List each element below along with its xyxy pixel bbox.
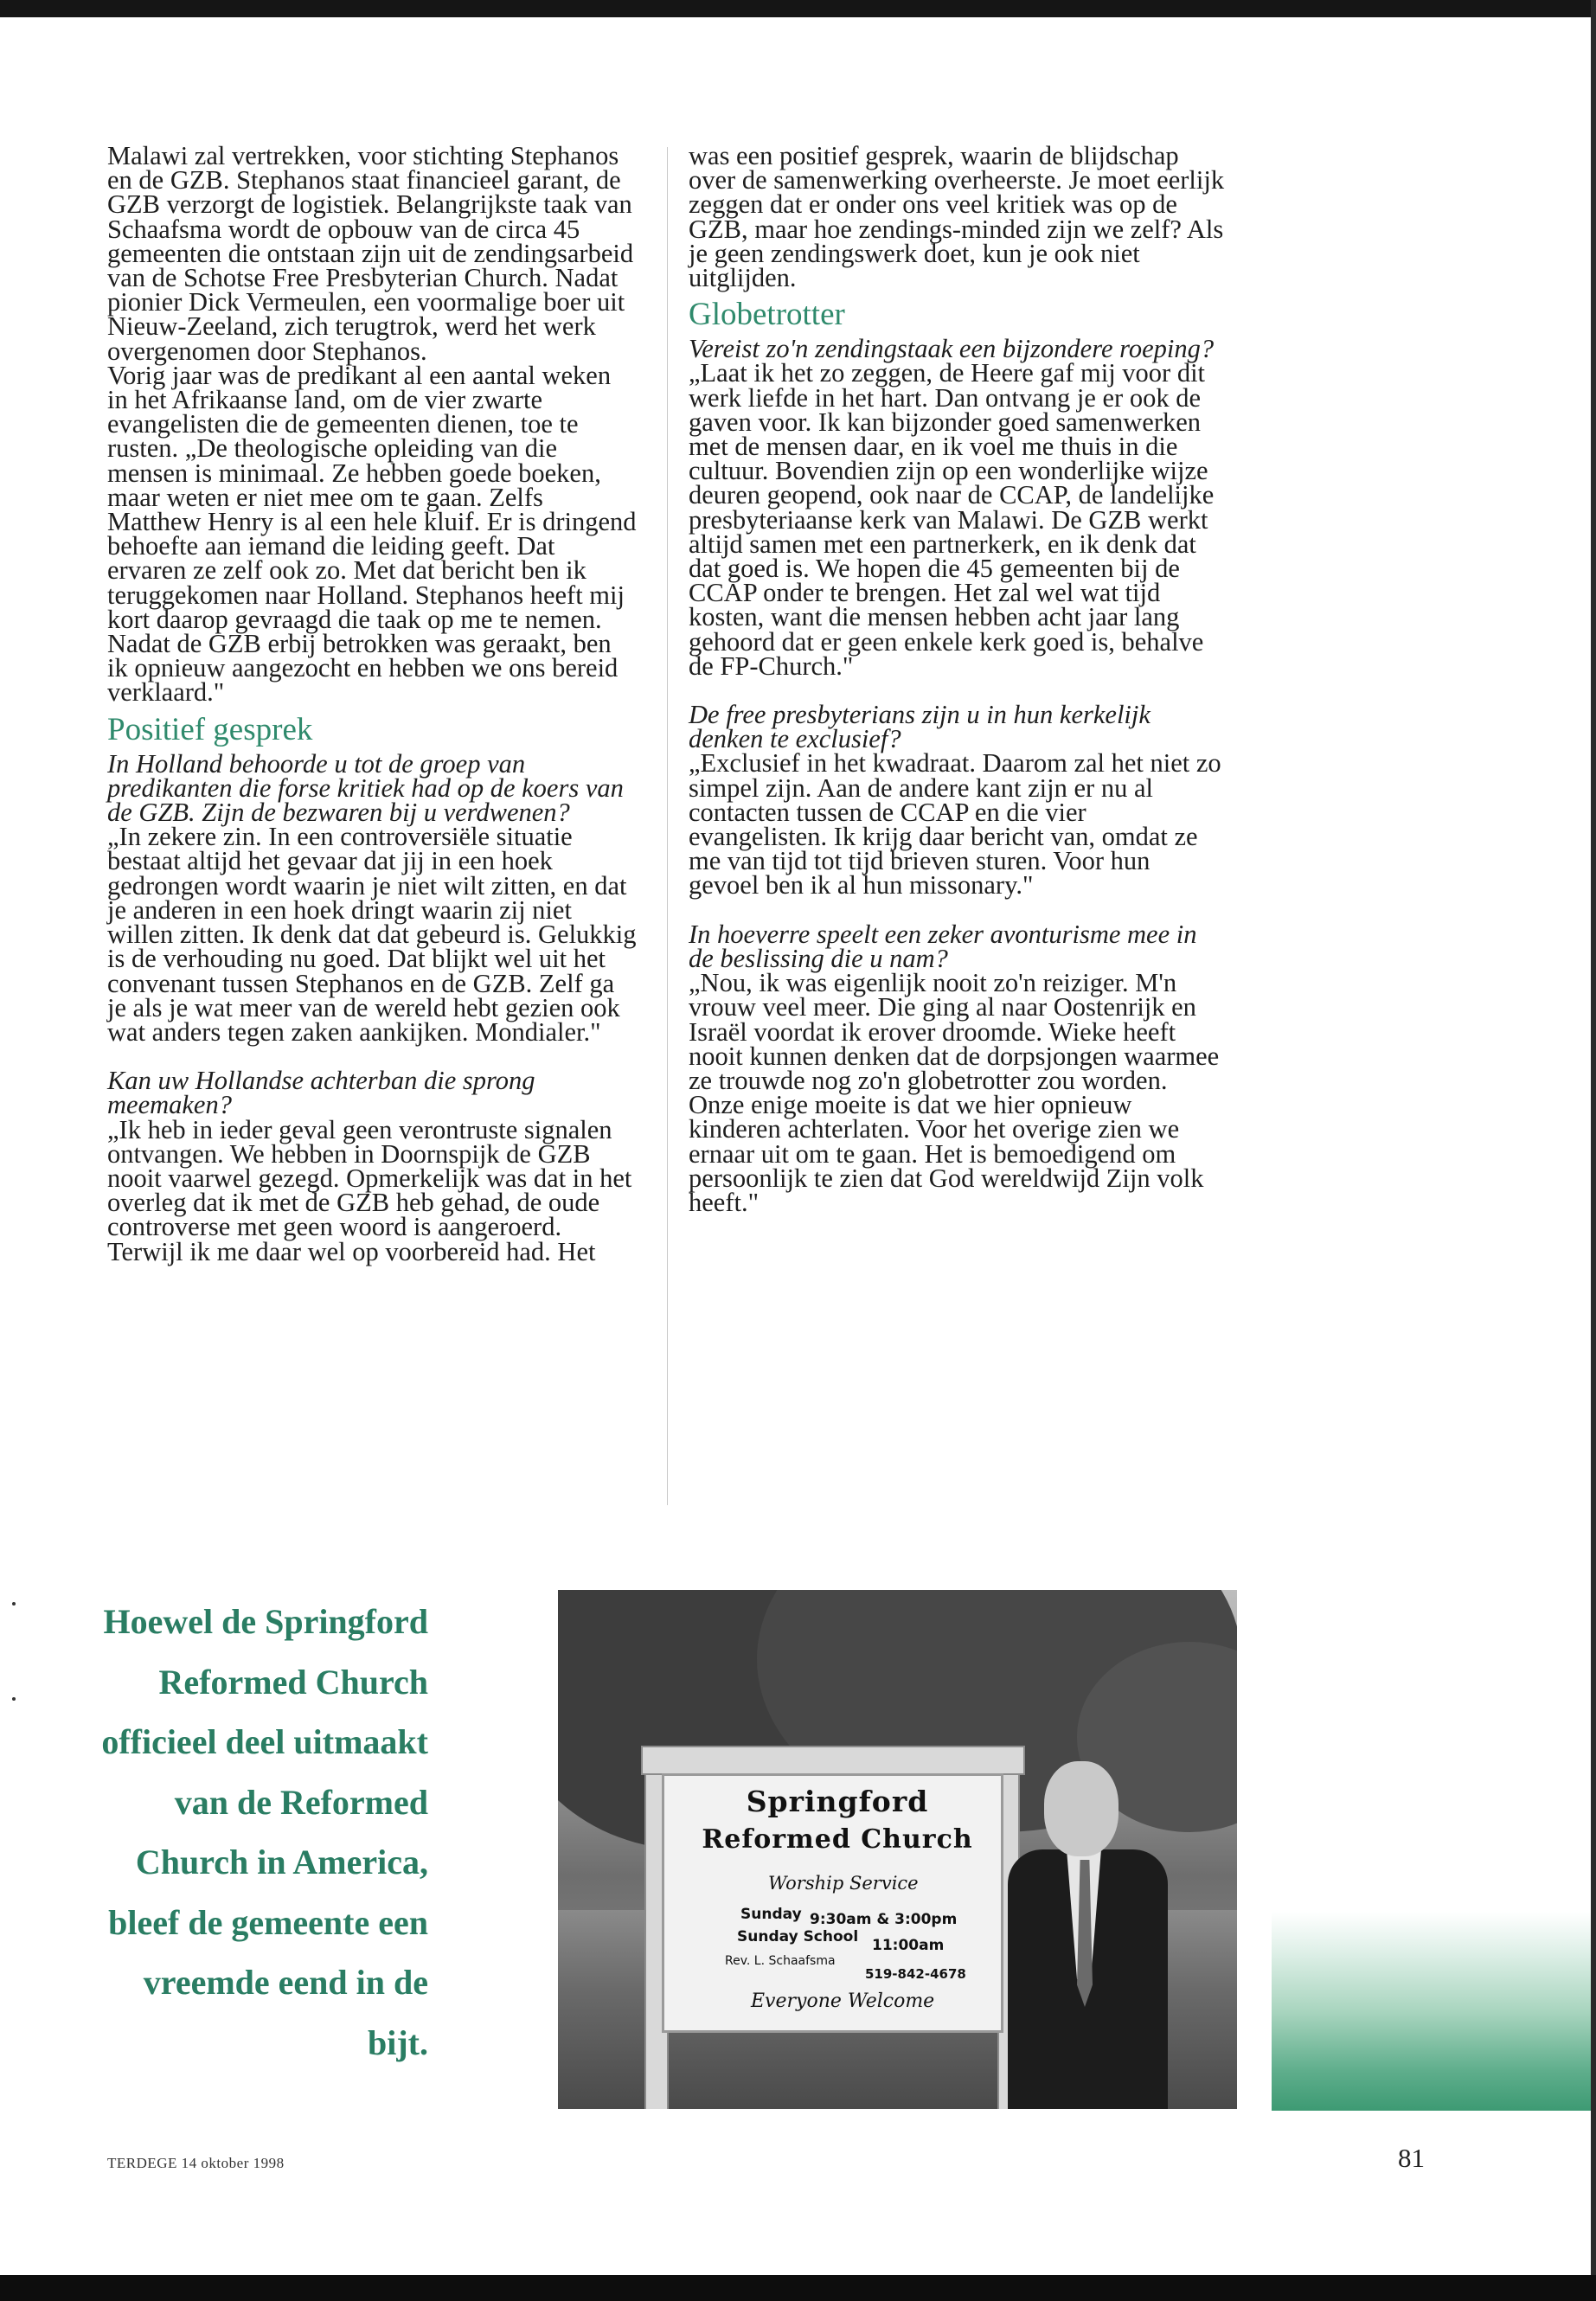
sign-pastor: Rev. L. Schaafsma [725, 1954, 836, 1968]
interview-answer: „Exclusief in het kwadraat. Daarom zal het niet zo simpel zijn. Aan de andere kant zijn er nu al contacten tussen de CCAP en die vier evangelisten. Ik krijg daar bericht van, omdat ze me van tijd tot tijd brieven sturen. Voor hun gevoel ben ik al hun missonary." [689, 748, 1221, 901]
paragraph: was een positief gesprek, waarin de blijdschap over de samenwerking overheerste. Je moet eerlijk zeggen dat er onder ons veel kritiek was op de GZB, maar hoe zendings-minded zijn we zelf? Als je geen zendingswerk doet, kun je ook niet uitglijden. [689, 141, 1225, 293]
page-border-bottom [0, 2275, 1596, 2301]
page-border-top [0, 0, 1596, 21]
margin-mark [12, 1697, 16, 1701]
sign-school-label: Sunday School [737, 1928, 859, 1945]
interview-answer: „Ik heb in ieder geval geen verontruste signalen ontvangen. We hebben in Doornspijk de GZB nooit vaarwel gezegd. Opmerkelijk was dat in het overleg dat ik met de GZB heb gehad, de oude controverse met geen woord is aangeroerd. Terwijl ik me daar wel op voorbereid had. Het [107, 1114, 632, 1266]
sign-crossbar [641, 1746, 1025, 1775]
sign-title-line: Reformed Church [702, 1824, 973, 1855]
sign-sunday-label: Sunday [740, 1906, 802, 1923]
paragraph: Vorig jaar was de predikant al een aantal weken in het Afrikaanse land, om de vier zwarte evangelisten die de gemeenten dienen, toe te rusten. „De theologische opleiding van die mensen is minimaal. Ze hebben goede boeken, maar weten er niet mee om te gaan. Zelfs Matthew Henry is al een hele kluif. Er is dringend behoefte aan iemand die leiding geeft. Dat ervaren ze zelf ook zo. Met dat bericht ben ik teruggekomen naar Holland. Stephanos heeft mij kort daarop gevraagd die taak op me te nemen. Nadat de GZB erbij betrokken was geraakt, ben ik opnieuw aangezocht en hebben we ons bereid verklaard." [107, 360, 637, 708]
right-column [689, 141, 1225, 1217]
pull-quote: Hoewel de Springford Reformed Church officieel deel uitmaakt van de Reformed Church in America, bleef de gemeente een vreemde eend in de bijt. [101, 1602, 428, 2062]
sign-title-line: Springford [746, 1785, 929, 1818]
man-head [1044, 1761, 1118, 1856]
left-column [107, 141, 637, 1266]
church-sign [662, 1773, 1003, 2033]
interview-question: De free presbyterians zijn u in hun kerkelijk denken te exclusief? [689, 700, 1151, 754]
section-heading-globetrotter: Globetrotter [689, 297, 845, 333]
page-number: 81 [1398, 2143, 1425, 2173]
interview-question: In Holland behoorde u tot de groep van predikanten die forse kritiek had op de koers van de GZB. Zijn de bezwaren bij u verdwenen? [107, 748, 624, 828]
page-border-right [1591, 0, 1596, 2301]
interview-question: Kan uw Hollandse achterban die sprong meemaken? [107, 1066, 535, 1120]
interview-answer: „Nou, ik was eigenlijk nooit zo'n reiziger. M'n vrouw veel meer. Die ging al naar Oostenrijk en Israël voordat ik erover droomde. Wieke heeft nooit kunnen denken dat de dorpsjongen waarmee ze trouwde nog zo'n globetrotter zou worden. Onze enige moeite is dat we hier opnieuw kinderen achterlaten. Voor het overige zien we ernaar uit om te gaan. Het is bemoedigend om persoonlijk te zien dat God wereldwijd Zijn volk heeft." [689, 968, 1220, 1217]
column-divider [667, 147, 668, 1505]
margin-mark [12, 1602, 16, 1606]
interview-question: In hoeverre speelt een zeker avonturisme mee in de beslissing die u nam? [689, 919, 1197, 973]
interview-answer: „Laat ik het zo zeggen, de Heere gaf mij voor dit werk liefde in het hart. Dan ontvang je er ook de gaven voor. Ik kan bijzonder goed samenwerken met de mensen daar, en ik voel me thuis in die cultuur. Bovendien zijn op een wonderlijke wijze deuren geopend, ook naar de CCAP, de landelijke presbyteriaanse kerk van Malawi. De GZB werkt altijd samen met een partnerkerk, en ik denk dat dat goed is. We hopen die 45 gemeenten bij de CCAP onder te brengen. Het zal wel wat tijd kosten, want die mensen hebben acht jaar lang gehoord dat er geen enkele kerk goed is, behalve de FP-Church." [689, 358, 1215, 681]
section-heading-positief: Positief gesprek [107, 711, 313, 747]
interview-answer: „In zekere zin. In een controversiële situatie bestaat altijd het gevaar dat jij in een hoek gedrongen wordt waarin je niet wilt zitten, en dat je anderen in een hoek dringt waarin zij niet willen zitten. Ik denk dat dat gebeurd is. Gelukkig is de verhouding nu goed. Dat blijkt wel uit het convenant tussen Stephanos en de GZB. Zelf ga je als je wat meer van de wereld hebt gezien ook wat anders tegen zaken aankijken. Mondialer." [107, 822, 637, 1047]
green-gradient-band [1272, 1912, 1591, 2111]
sign-phone: 519-842-4678 [865, 1966, 966, 1982]
footer-publication: TERDEGE 14 oktober 1998 [107, 2155, 285, 2171]
sign-sunday-times: 9:30am & 3:00pm [810, 1911, 958, 1928]
church-sign-photo [558, 1590, 1237, 2109]
sign-welcome: Everyone Welcome [751, 1990, 935, 2012]
sign-school-time: 11:00am [872, 1937, 945, 1954]
paragraph: Malawi zal vertrekken, voor stichting Stephanos en de GZB. Stephanos staat financieel garant, de GZB verzorgt de logistiek. Belangrijkste taak van Schaafsma wordt de opbouw van de circa 45 gemeenten die ontstaan zijn uit de zendingsarbeid van de Schotse Free Presbyterian Church. Nadat pionier Dick Vermeulen, een voormalige boer uit Nieuw-Zeeland, zich terugtrok, werd het werk overgenomen door Stephanos. [107, 141, 634, 366]
sign-worship: Worship Service [768, 1873, 919, 1894]
interview-question: Vereist zo'n zendingstaak een bijzondere roeping? [689, 334, 1215, 364]
